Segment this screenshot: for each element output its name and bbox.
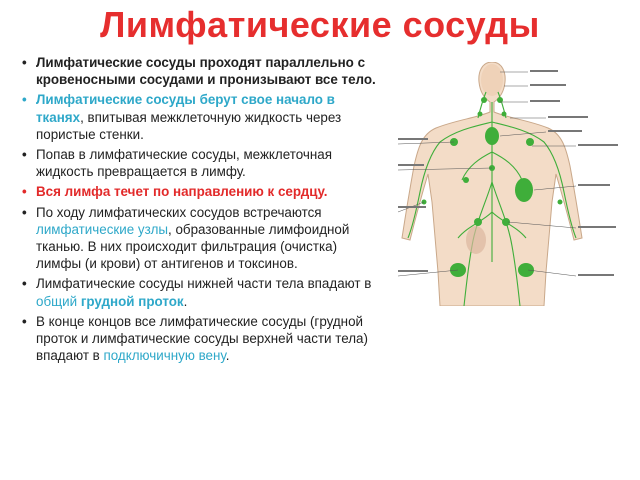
bullet-dot: • [22, 147, 27, 163]
bullet-text: , образованные лимфоидной тканью. В них происходит фильтрация (очистка) лимфы (и крови) от антигенов и токсинов. [36, 221, 350, 272]
bullet-dot: • [22, 55, 27, 70]
bullet-text-emphasis: Вся лимфа течет по направлению к сердцу. [36, 184, 328, 200]
bullet-text: Лимфатические сосуды нижней части тела впадают в [36, 276, 372, 292]
lymph-nodes-term: лимфатические узлы [36, 221, 169, 237]
lymph-node [481, 97, 487, 103]
bullet-highlight: Лимфатические сосуды берут свое начало в тканях [36, 92, 335, 125]
bullet-dot: • [22, 92, 27, 108]
bullet-item-6 [22, 275, 382, 309]
bullet-dot: • [22, 184, 27, 200]
bullet-item-5 [22, 204, 382, 273]
bullet-dot: • [22, 313, 27, 329]
inguinal-node [518, 263, 534, 277]
lymph-node [478, 112, 483, 117]
subclavian-vein-term: подключичную вену [103, 348, 226, 364]
lymph-node [502, 112, 507, 117]
bullet-text: . [183, 293, 188, 309]
bullet-text: В конце концов все лимфатические сосуды (грудной проток и лимфатические сосуды верхней части тела) впадают в [36, 313, 368, 364]
bullet-dot: • [22, 204, 27, 220]
lymphatic-system-icon [396, 62, 628, 306]
bullet-text: Попав в лимфатические сосуды, межклеточная жидкость превращается в лимфу. [36, 147, 332, 180]
bullet-list [22, 54, 382, 367]
thoracic-duct-term: грудной проток [80, 293, 184, 309]
lymph-node [463, 177, 469, 183]
bullet-item-1 [22, 54, 382, 88]
spleen-icon [515, 178, 533, 202]
thymus-icon [485, 127, 499, 145]
bullet-text: . [225, 348, 230, 364]
lymph-node [526, 138, 534, 146]
bullet-text: По ходу лимфатических сосудов встречаются [36, 204, 322, 220]
head-shape [481, 64, 503, 96]
bullet-text: , впитывая межклеточную жидкость через пористые стенки. [36, 109, 342, 142]
bullet-dot: • [22, 276, 27, 292]
bullet-item-4 [22, 183, 382, 200]
bullet-item-3 [22, 146, 382, 180]
page-title: Лимфатические сосуды [100, 4, 540, 45]
lymph-node [474, 218, 482, 226]
intestine-shape [466, 226, 486, 254]
bullet-item-7 [22, 313, 382, 365]
bullet-text: Лимфатические сосуды проходят параллельно с кровеносными сосудами и пронизывают все тело. [36, 55, 376, 88]
bullet-item-2 [22, 91, 382, 143]
common-term: общий [36, 293, 78, 309]
lymphatic-system-illustration [396, 62, 628, 306]
lymph-node [558, 200, 563, 205]
